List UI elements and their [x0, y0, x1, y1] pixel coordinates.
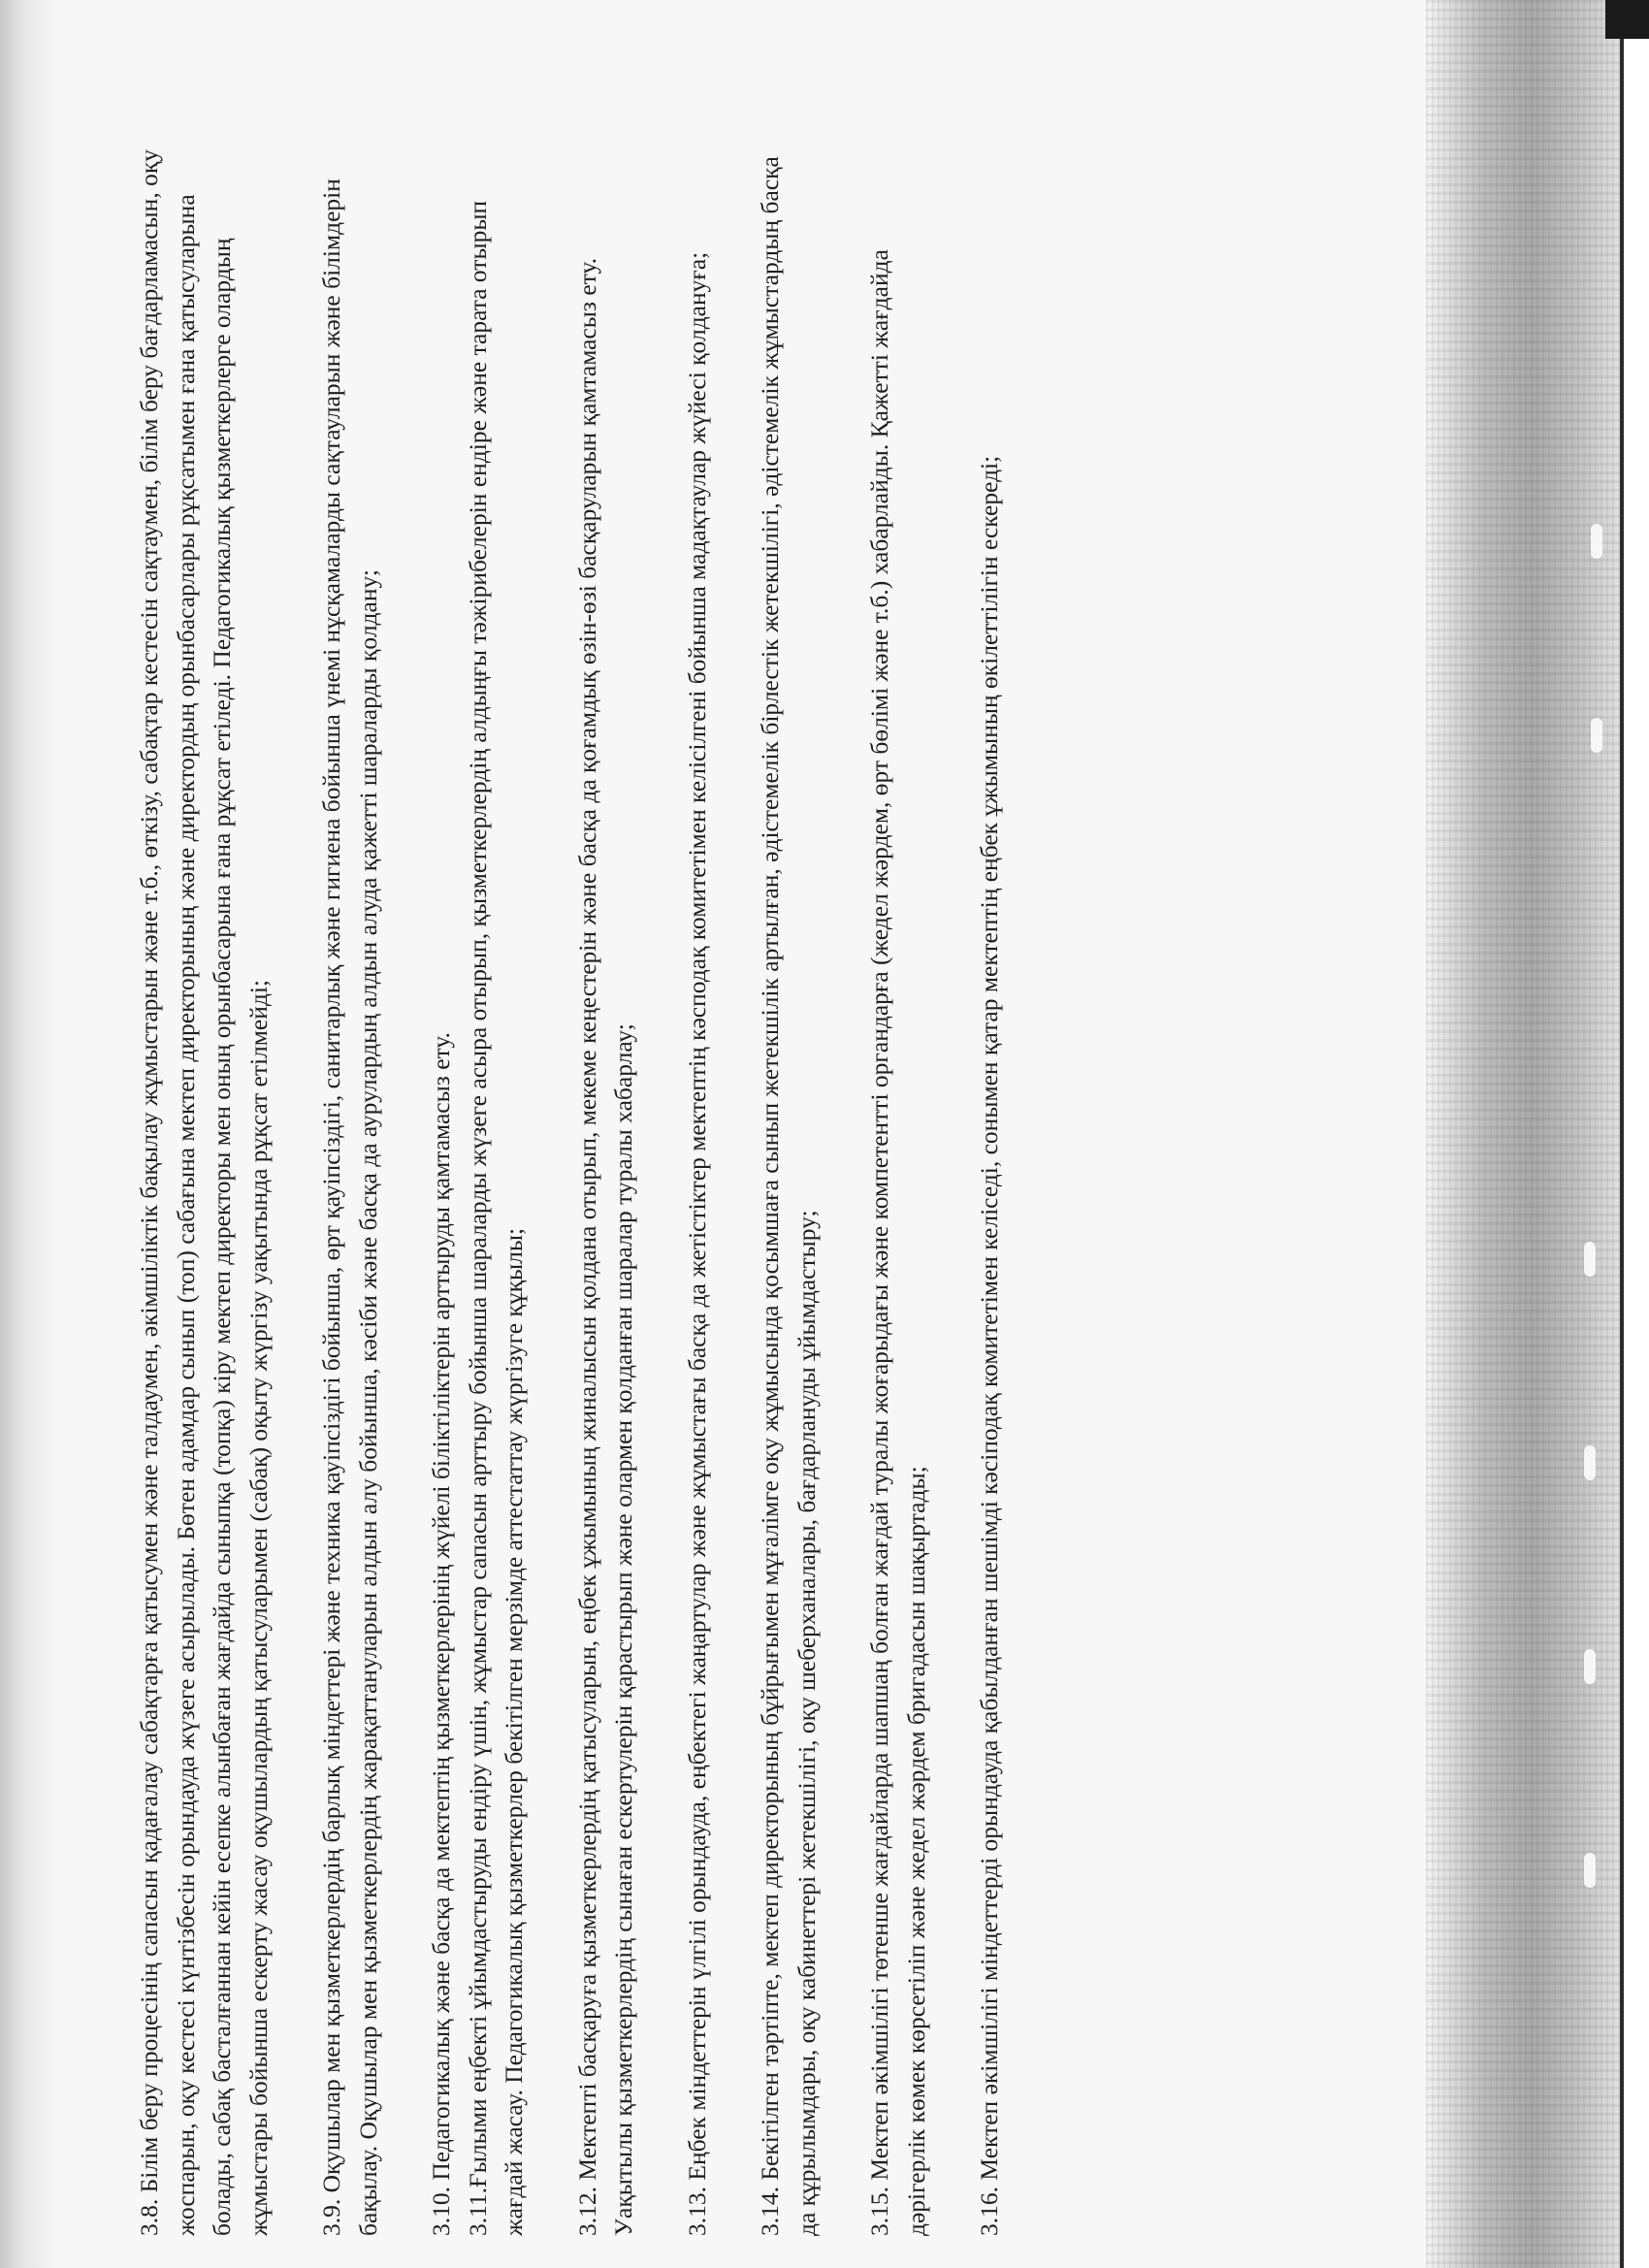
rotated-text-block — [131, 141, 1295, 2236]
punch-hole — [1584, 1445, 1596, 1480]
punch-hole — [1591, 524, 1602, 559]
paragraph-3-8: 3.8. Білім беру процесінің сапасын қадағалау сабақтарға қатысумен және талдаумен, әкімшіліктік бақылау жұмыстарын және т.б., өткізу, сабақтар кестесін сақтаумен, білім беру бағдарламасын, оқу жоспарын, оқу кестесі күнтізбесін орындауда жүзеге асырылады. Бөтен адамдар сынып (топ) сабағына мектеп директорының және директордың орынбасарлары рұқсатымен ғана қатысуларына болады, сабақ басталғаннан кейін есепке алынбаған жағдайда сыныпқа (топқа) кіру мектеп директоры мен оның орынбасарына ғана рұқсат етіледі. Педагогикалық қызметкерлерге олардың жұмыстары бойынша ескерту жасау оқушылардың қатысуларымен (сабақ) оқыту жүргізу уақытында рұқсат етілмейді; — [135, 149, 273, 2236]
paragraph-3-13: 3.13. Еңбек міндеттерін үлгілі орындауда, еңбектегі жаңартулар және жұмыстағы басқа да жетістіктер мектептің кәсподақ комитетімен келісілгені бойынша мадақтаулар жүйесі қолдануға; — [682, 251, 711, 2236]
scanner-noise-band — [1426, 0, 1620, 2268]
paragraph-3-14: 3.14. Бекітілген тәртіпте, мектеп директорының бұйрығымен мұғалімге оқу жұмысында қосымшаға сынып жетекшілік артылған, әдістемелік бірлестік жетекшілігі, әдістемелік жұмыстардың басқа да құрылымдары, оқу кабинеттері жетекшілігі, оқу шеберханалары, бағдарлануды ұйымдастыру; — [756, 156, 821, 2236]
punch-hole — [1584, 1853, 1596, 1888]
left-scan-shadow — [0, 0, 58, 2268]
punch-hole — [1584, 1242, 1596, 1277]
paragraph-3-9: 3.9. Оқушылар мен қызметкерлердің барлық міндеттері және техника қауіпсіздігі бойынша, өрт қауіпсіздігі, санитарлық және гигиена бойынша үнемі нұсқамаларды сақтауларын және білімдерін бақылау. Оқушылар мен қызметкерлердің жарақаттануларын алдын алу бойынша, кәсіби және басқа да аурулардың алдын алуда қажетті шараларды қолдану; — [317, 178, 382, 2236]
punch-hole — [1591, 718, 1602, 753]
paragraph-3-12: 3.12. Мектепті басқаруға қызметкерлердің қатысуларын, еңбек ұжымының жиналысын қолдана отырып, мекеме кеңестерін және басқа да қоғамдық өзін-өзі басқаруларын қамтамасыз ету. Уақытылы қызметкерлердің сынаған ескертулерін қарастырып және олармен қолданған шаралар туралы хабарлау; — [572, 257, 637, 2236]
paragraph-3-15: 3.15. Мектеп әкімшілігі төтенше жағдайларда шапшаң болған жағдай туралы жоғарыдағы және компетентті органдарға (жедел жәрдем, өрт бөлімі және т.б.) хабарлайды. Қажетті жағдайда дәрігерлік көмек көрсетіліп және жедел жәрдем бригадасын шақыртады; — [865, 249, 930, 2236]
paragraph-3-10: 3.10. Педагогикалық және басқа да мектептің қызметкерлерінің жүйелі біліктіліктерін арттыруды қамтамасыз ету. — [427, 1032, 455, 2236]
punch-hole — [1584, 1649, 1596, 1684]
scanner-corner — [1605, 0, 1649, 39]
paragraph-3-11: 3.11.Ғылыми еңбекті ұйымдастыруды ендіру үшін, жұмыстар сапасын арттыру бойынша шараларды жүзеге асыра отырып, қызметкерлердің алдыңғы тәжірибелерін ендіре және тарата отырып жағдай жасау. Педагогикалық қызметкерлер бекітілген мерзімде аттестаттау жүргізуге құқылы; — [463, 200, 528, 2236]
paragraph-3-16: 3.16. Мектеп әкімшілігі міндеттерді орындауда қабылданған шешімді кәсіподақ комитетімен келіседі, сонымен қатар мектептің еңбек ұжымының өкілеттілігін ескереді; — [975, 455, 1003, 2236]
page-edge — [1620, 0, 1649, 2268]
